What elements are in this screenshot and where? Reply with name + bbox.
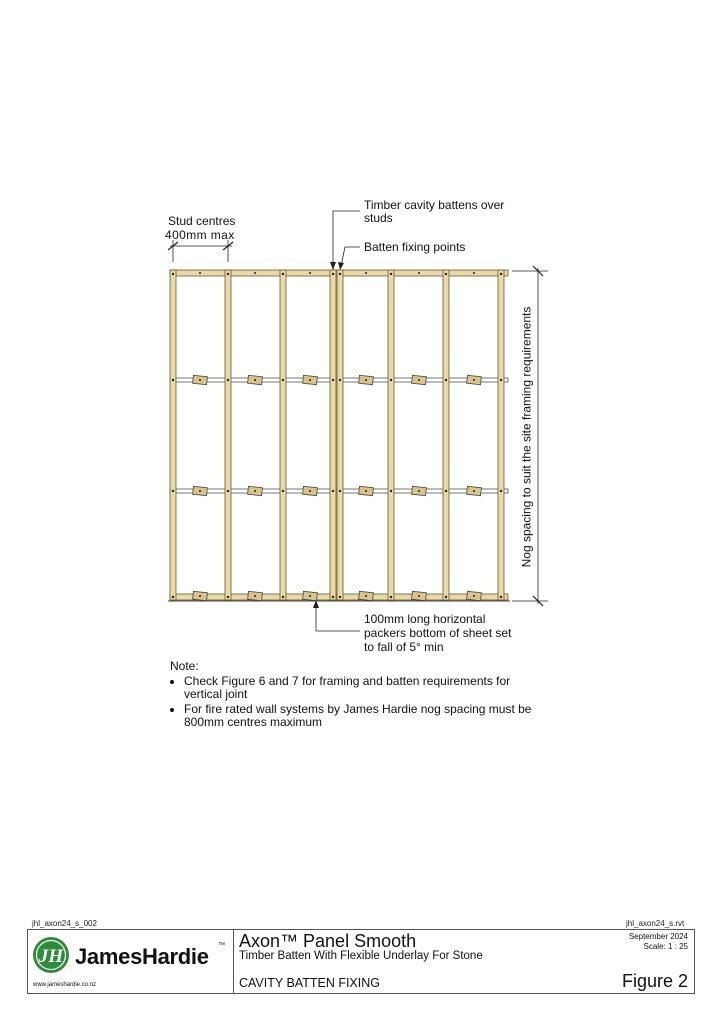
product-title: Axon™ Panel Smooth [239, 931, 417, 951]
stud [170, 270, 176, 600]
packer-fixing [309, 490, 311, 492]
stud [330, 270, 336, 600]
plate-fixing [199, 272, 201, 274]
packer-fixing [473, 595, 475, 597]
packer-fixing [199, 490, 201, 492]
leader-packers [316, 606, 360, 631]
packer-fixing [473, 379, 475, 381]
trademark-symbol: ™ [218, 942, 225, 949]
fixing-point [339, 596, 341, 598]
fixing-point [390, 273, 392, 275]
fixing-point [500, 379, 502, 381]
fixing-point [172, 596, 174, 598]
drawing-date: September 2024 [628, 932, 688, 941]
svg-text:JH: JH [38, 946, 64, 967]
website: www.jameshardie.co.nz [33, 982, 97, 988]
plate-fixing [254, 272, 256, 274]
nog-spacing-label: Nog spacing to suit the site framing requirements [519, 306, 534, 568]
fixing-point [332, 273, 334, 275]
fixing-point [390, 596, 392, 598]
plate-fixing [309, 272, 311, 274]
fixing-point [500, 490, 502, 492]
batten-fixing-points-label: Batten fixing points [364, 240, 466, 254]
packer-fixing [365, 379, 367, 381]
fixing-point [445, 273, 447, 275]
leader-arrow [338, 262, 344, 270]
note-item: • For fire rated wall systems by James Hardie nog spacing must be 800mm centres maximum [184, 703, 540, 729]
fixing-point [332, 379, 334, 381]
packer-fixing [199, 379, 201, 381]
packers-label-3: to fall of 5° min [364, 640, 444, 654]
packer-fixing [254, 595, 256, 597]
stud [337, 270, 343, 600]
file-id-left: jhl_axon24_s_002 [32, 919, 97, 928]
fixing-point [172, 379, 174, 381]
note-item: • Check Figure 6 and 7 for framing and batten requirements for vertical joint [184, 675, 540, 701]
fixing-point [282, 379, 284, 381]
fixing-point [445, 596, 447, 598]
fixing-point [339, 379, 341, 381]
fixing-point [390, 490, 392, 492]
fixing-point [332, 596, 334, 598]
title-block [27, 929, 695, 994]
packer-fixing [365, 490, 367, 492]
stud [443, 270, 449, 600]
plate-fixing [365, 272, 367, 274]
stud-centres-label: Stud centres [168, 214, 236, 228]
packer-fixing [309, 379, 311, 381]
brand-name: JamesHardie [75, 944, 209, 969]
stud [225, 270, 231, 600]
packer-fixing [254, 490, 256, 492]
packers-label-1: 100mm long horizontal [364, 612, 486, 626]
stud [498, 270, 504, 600]
fixing-point [390, 379, 392, 381]
note-title: Note: [170, 659, 199, 673]
leader-battens [333, 211, 360, 266]
file-id-right: jhl_axon24_s.rvt [626, 919, 685, 928]
leader-arrow [330, 262, 336, 270]
fixing-point [339, 273, 341, 275]
note-block [170, 660, 540, 731]
fixing-point [172, 490, 174, 492]
packer-fixing [309, 595, 311, 597]
packer-fixing [365, 595, 367, 597]
fixing-point [282, 273, 284, 275]
fixing-point [282, 490, 284, 492]
fixing-point [500, 273, 502, 275]
drawing-subtitle: Timber Batten With Flexible Underlay For Stone [239, 950, 483, 962]
fixing-point [227, 379, 229, 381]
fixing-point [227, 596, 229, 598]
packer-fixing [254, 379, 256, 381]
fixing-point [339, 490, 341, 492]
battens-over-studs-label-2: studs [364, 211, 393, 225]
packer-fixing [199, 595, 201, 597]
fixing-point [172, 273, 174, 275]
plate-fixing [418, 272, 420, 274]
fixing-point [445, 490, 447, 492]
fixing-point [282, 596, 284, 598]
logo-cell [28, 930, 234, 993]
stud-centres-max-label: 400mm max [165, 228, 235, 242]
date-scale [629, 932, 688, 952]
drawing-name: CAVITY BATTEN FIXING [239, 976, 380, 990]
fixing-point [227, 273, 229, 275]
jameshardie-logo-icon [32, 936, 70, 974]
packer-fixing [473, 490, 475, 492]
stud [280, 270, 286, 600]
packers-label-2: packers bottom of sheet set [364, 626, 512, 640]
note-list [170, 675, 540, 729]
packer-fixing [418, 379, 420, 381]
figure-number: Figure 2 [621, 971, 688, 991]
plate-fixing [473, 272, 475, 274]
fixing-point [332, 490, 334, 492]
fixing-point [445, 379, 447, 381]
packer-fixing [418, 595, 420, 597]
drawing-scale: Scale: 1 : 25 [643, 942, 688, 951]
battens-over-studs-label: Timber cavity battens over [364, 198, 505, 212]
timber-frame [168, 270, 510, 601]
fixing-point [227, 490, 229, 492]
packer-fixing [418, 490, 420, 492]
fixing-point [500, 596, 502, 598]
stud [388, 270, 394, 600]
